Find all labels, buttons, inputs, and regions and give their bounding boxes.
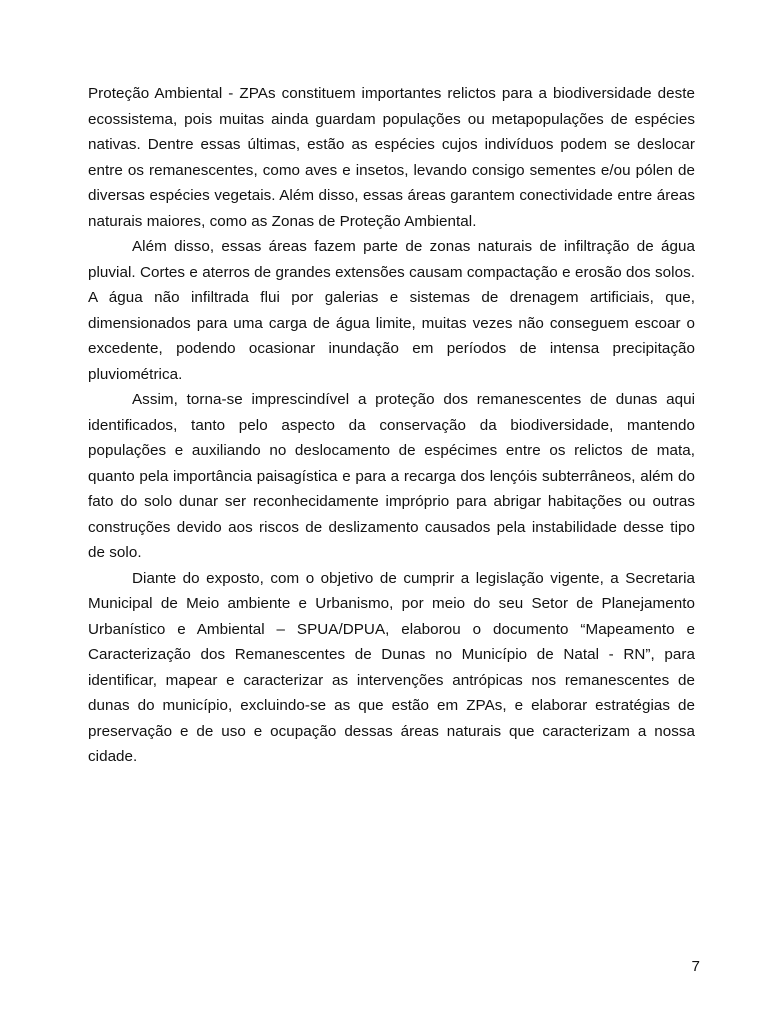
paragraph-2: Além disso, essas áreas fazem parte de zonas naturais de infiltração de água pluvial. Cortes e aterros de grandes extensões causam compactação e erosão dos solos. A água não infiltrada flui por galerias e sistemas de drenagem artificiais, que, dimensionados para uma carga de água limite, muitas vezes não conseguem escoar o excedente, podendo ocasionar inundação em períodos de intensa precipitação pluviométrica. xyxy=(88,238,695,383)
paragraph-4: Diante do exposto, com o objetivo de cumprir a legislação vigente, a Secretaria Municipal de Meio ambiente e Urbanismo, por meio do seu Setor de Planejamento Urbanístico e Ambiental – SPUA/DPUA, elaborou o documento “Mapeamento e Caracterização dos Remanescentes de Dunas no Município de Natal - RN”, para identificar, mapear e caracterizar as intervenções antrópicas nos remanescentes de dunas do município, excluindo-se as que estão em ZPAs, e elaborar estratégias de preservação e de uso e ocupação dessas áreas naturais que caracterizam a nossa cidade. xyxy=(88,569,695,765)
paragraph-1: Proteção Ambiental - ZPAs constituem importantes relictos para a biodiversidade deste ecossistema, pois muitas ainda guardam populações ou metapopulações de espécies nativas. Dentre essas últimas, estão as espécies cujos indivíduos podem se deslocar entre os remanescentes, como aves e insetos, levando consigo sementes e/ou pólen de diversas espécies vegetais. Além disso, essas áreas garantem conectividade entre áreas naturais maiores, como as Zonas de Proteção Ambiental. xyxy=(88,85,695,230)
document-body xyxy=(88,81,695,770)
page-number: 7 xyxy=(691,958,700,975)
paragraph-3: Assim, torna-se imprescindível a proteção dos remanescentes de dunas aqui identificados, tanto pelo aspecto da conservação da biodiversidade, mantendo populações e auxiliando no deslocamento de espécimes entre os relictos de mata, quanto pela importância paisagística e para a recarga dos lençóis subterrâneos, além do fato do solo dunar ser reconhecidamente impróprio para abrigar habitações ou outras construções devido aos riscos de deslizamento causados pela instabilidade desse tipo de solo. xyxy=(88,391,695,561)
